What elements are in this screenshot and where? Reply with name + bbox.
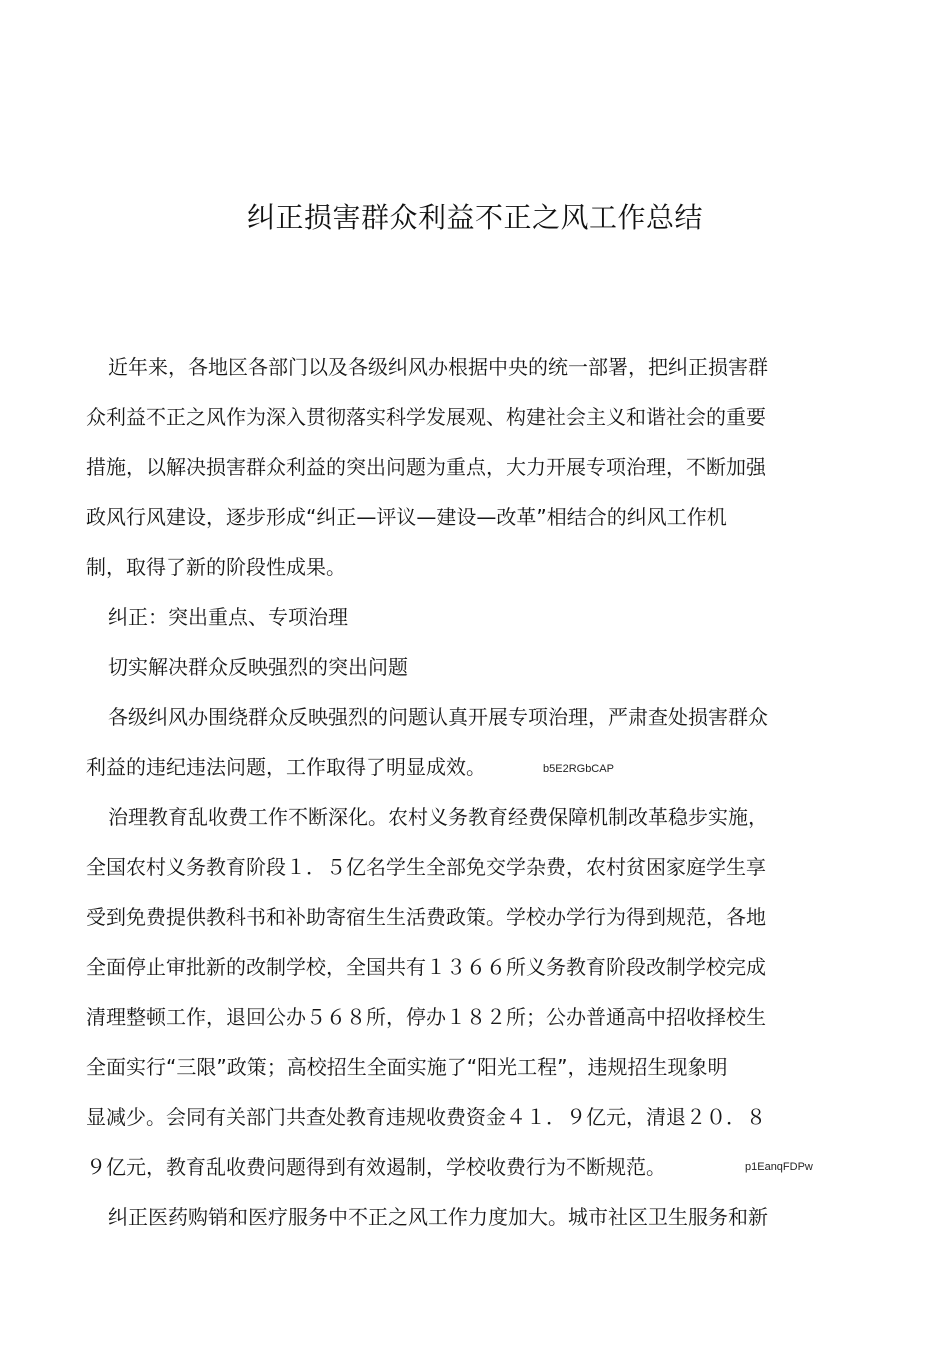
paragraph-line: 全面停止审批新的改制学校，全国共有１３６６所义务教育阶段改制学校完成 [86,955,766,979]
paragraph-line: 近年来，各地区各部门以及各级纠风办根据中央的统一部署，把纠正损害群 [108,355,768,379]
paragraph-line: 全国农村义务教育阶段１．５亿名学生全部免交学杂费，农村贫困家庭学生享 [86,855,766,879]
paragraph-line: 措施，以解决损害群众利益的突出问题为重点，大力开展专项治理，不断加强 [86,455,766,479]
paragraph-line: ９亿元，教育乱收费问题得到有效遏制，学校收费行为不断规范。 [86,1155,666,1179]
paragraph-line: 受到免费提供教科书和补助寄宿生生活费政策。学校办学行为得到规范，各地 [86,905,766,929]
document-title: 纠正损害群众利益不正之风工作总结 [246,201,703,234]
paragraph-line: 全面实行“三限”政策；高校招生全面实施了“阳光工程”，违规招生现象明 [86,1055,728,1079]
section-heading: 纠正：突出重点、专项治理 [108,605,348,629]
paragraph-line: 清理整顿工作，退回公办５６８所，停办１８２所；公办普通高中招收择校生 [86,1005,766,1029]
document-code: b5E2RGbCAP [543,763,614,775]
paragraph-line: 显减少。会同有关部门共查处教育违规收费资金４１．９亿元，清退２０．８ [86,1105,766,1129]
paragraph-line: 各级纠风办围绕群众反映强烈的问题认真开展专项治理，严肃查处损害群众 [108,705,768,729]
subsection-heading: 切实解决群众反映强烈的突出问题 [108,655,408,679]
paragraph-line: 纠正医药购销和医疗服务中不正之风工作力度加大。城市社区卫生服务和新 [108,1205,768,1229]
paragraph-line: 众利益不正之风作为深入贯彻落实科学发展观、构建社会主义和谐社会的重要 [86,405,766,429]
paragraph-line: 利益的违纪违法问题，工作取得了明显成效。 [86,755,486,779]
paragraph-line: 治理教育乱收费工作不断深化。农村义务教育经费保障机制改革稳步实施， [108,805,768,829]
paragraph-line: 制，取得了新的阶段性成果。 [86,555,346,579]
paragraph-line: 政风行风建设，逐步形成“纠正—评议—建设—改革”相结合的纠风工作机 [86,505,727,529]
document-code: p1EanqFDPw [745,1161,813,1173]
